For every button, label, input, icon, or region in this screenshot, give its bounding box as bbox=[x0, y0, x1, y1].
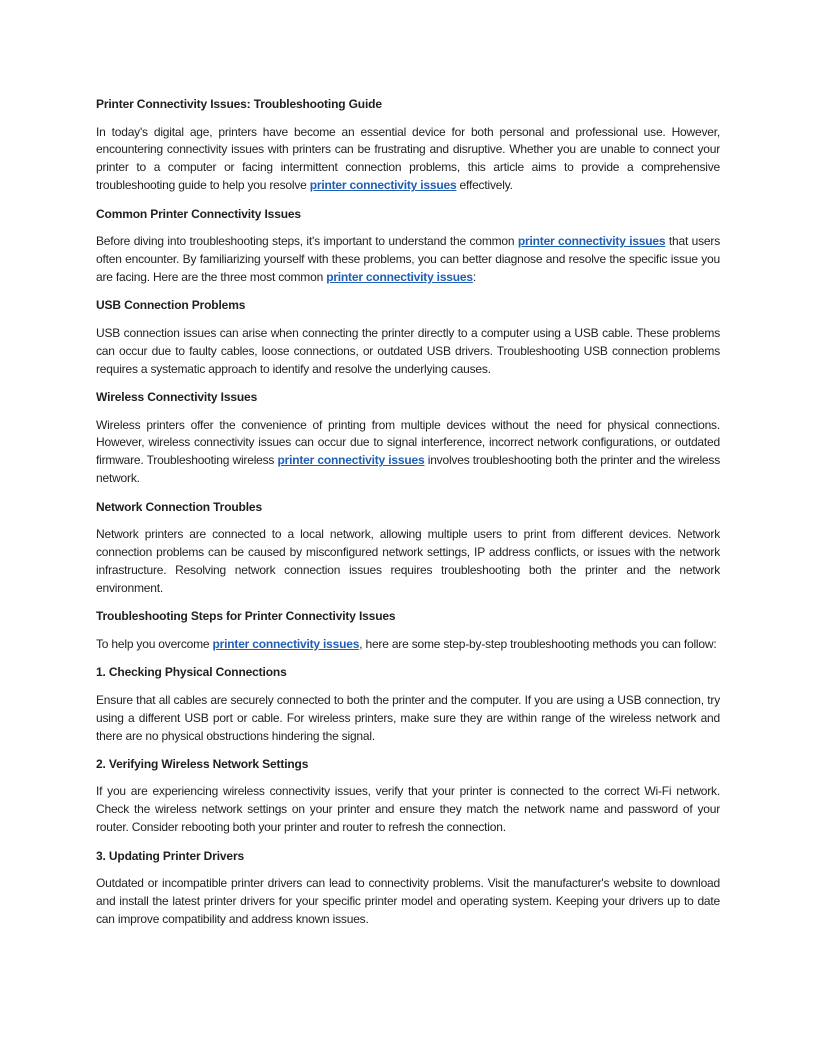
section-heading-1-checking-physical-connections: 1. Checking Physical Connections bbox=[96, 665, 287, 680]
document-page bbox=[96, 96, 720, 939]
paragraph-text: Network printers are connected to a local network, allowing multiple users to print from different devices. Network connection problems can be caused by misconfigured network settings, IP address conflicts, or issues with the network infrastructure. Resolving network connection issues requires troubleshooting both the printer and the network environment. bbox=[96, 527, 720, 595]
section-heading-3-updating-printer-drivers: 3. Updating Printer Drivers bbox=[96, 848, 244, 863]
section-heading-troubleshooting-steps-for-printer-connectivity-issues: Troubleshooting Steps for Printer Connectivity Issues bbox=[96, 609, 396, 624]
section-heading-common-printer-connectivity-issues: Common Printer Connectivity Issues bbox=[96, 206, 301, 221]
paragraph-text: involves troubleshooting both the printer and the wireless network. bbox=[96, 453, 721, 486]
section-heading-usb-connection-problems: USB Connection Problems bbox=[96, 298, 246, 313]
section-heading-printer-connectivity-issues-troubleshooting-guide: Printer Connectivity Issues: Troubleshooting Guide bbox=[96, 97, 382, 111]
printer-connectivity-issues-link[interactable]: printer connectivity issues bbox=[309, 178, 457, 193]
paragraph-text: Outdated or incompatible printer drivers can lead to connectivity problems. Visit the manufacturer's website to download and install the latest printer drivers for your specific printer model and operating system. Keeping your drivers up to date can improve compatibility and address known issues. bbox=[96, 876, 720, 926]
paragraph bbox=[96, 417, 720, 489]
paragraph-text: Ensure that all cables are securely connected to both the printer and the computer. If you are using a USB connection, try using a different USB port or cable. For wireless printers, make sure they are within range of the wireless network and there are no physical obstructions hindering the signal. bbox=[96, 692, 720, 743]
paragraph bbox=[96, 325, 720, 379]
paragraph bbox=[96, 636, 720, 654]
paragraph-text: In today's digital age, printers have become an essential device for both personal and professional use. However, encountering connectivity issues with printers can be frustrating and disruptive. Whether you are unable to connect your printer to a computer or facing intermittent connection problems, this article aims to provide a comprehensive troubleshooting guide to help you resolve bbox=[96, 124, 720, 193]
paragraph bbox=[96, 233, 720, 287]
printer-connectivity-issues-link[interactable]: printer connectivity issues bbox=[326, 269, 473, 284]
paragraph-text: effectively. bbox=[456, 178, 513, 193]
paragraph-text: USB connection issues can arise when connecting the printer directly to a computer using a USB cable. These problems can occur due to faulty cables, loose connections, or outdated USB drivers. Troubleshooting USB connection problems requires a systematic approach to identify and resolve the underlying causes. bbox=[96, 325, 720, 376]
section-heading-network-connection-troubles: Network Connection Troubles bbox=[96, 499, 262, 514]
paragraph bbox=[96, 875, 720, 929]
paragraph-text: , here are some step-by-step troubleshooting methods you can follow: bbox=[359, 636, 717, 651]
paragraph-text: Wireless printers offer the convenience of printing from multiple devices without the need for physical connections. However, wireless connectivity issues can occur due to signal interference, incorrect network configurations, or outdated firmware. Troubleshooting wireless bbox=[96, 417, 720, 468]
paragraph bbox=[96, 526, 720, 598]
paragraph-text: that users often encounter. By familiarizing yourself with these problems, you can better diagnose and resolve the specific issue you are facing. Here are the three most common bbox=[96, 234, 721, 284]
paragraph-text: : bbox=[472, 269, 476, 284]
paragraph bbox=[96, 783, 720, 837]
paragraph-text: To help you overcome bbox=[96, 636, 213, 651]
printer-connectivity-issues-link[interactable]: printer connectivity issues bbox=[277, 453, 425, 468]
paragraph bbox=[96, 124, 720, 196]
section-heading-2-verifying-wireless-network-settings: 2. Verifying Wireless Network Settings bbox=[96, 756, 309, 771]
section-heading-wireless-connectivity-issues: Wireless Connectivity Issues bbox=[96, 390, 258, 405]
paragraph-text: If you are experiencing wireless connectivity issues, verify that your printer is connected to the correct Wi-Fi network. Check the wireless network settings on your printer and ensure they match the network name and password of your router. Consider rebooting both your printer and router to refresh the connection. bbox=[96, 784, 720, 835]
paragraph bbox=[96, 692, 720, 746]
paragraph-text: Before diving into troubleshooting steps, it's important to understand the common bbox=[96, 234, 518, 249]
printer-connectivity-issues-link[interactable]: printer connectivity issues bbox=[517, 234, 666, 249]
printer-connectivity-issues-link[interactable]: printer connectivity issues bbox=[212, 636, 360, 651]
